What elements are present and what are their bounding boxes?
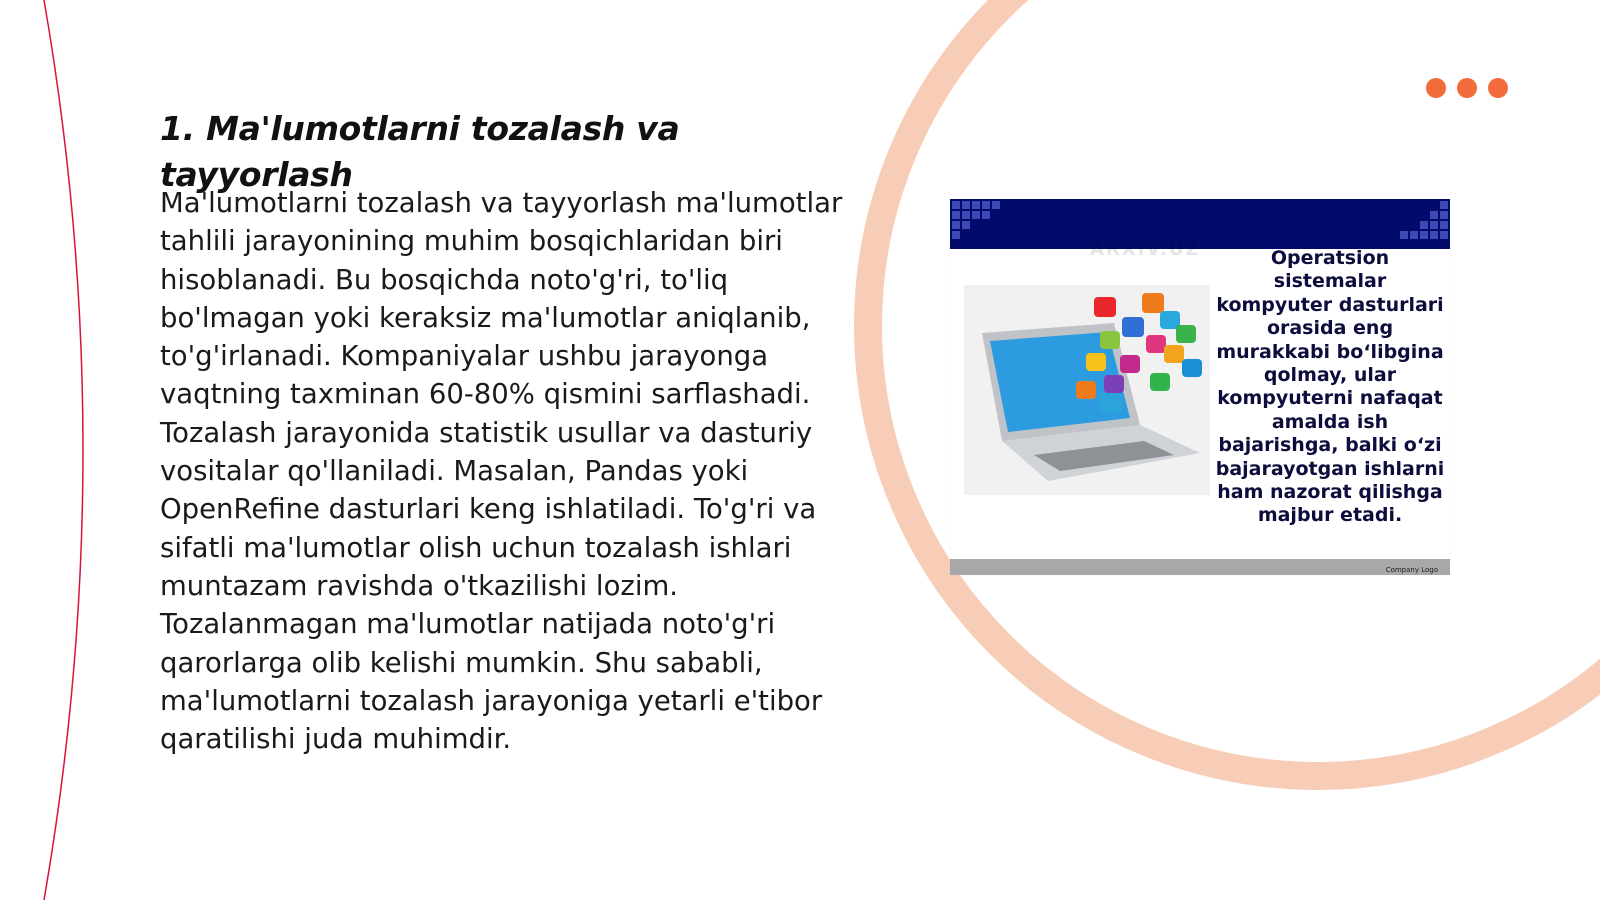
slide-caption: Operatsion sistemalar kompyuter dasturlari orasida eng murakkabi bo‘libgina qolmay, ular kompyuterni nafaqat amalda ish bajarishga, balki o‘zi bajarayotgan ishlarni ham nazorat qilishga majbur etadi. (1215, 247, 1445, 527)
watermark: ARXIV.UZ (1090, 239, 1201, 260)
menu-dot (1488, 78, 1508, 98)
more-menu-icon[interactable] (1426, 78, 1508, 98)
page-title: 1. Ma'lumotlarni tozalash va tayyorlash (160, 109, 680, 194)
left-curve (44, 0, 83, 900)
body-paragraph: Ma'lumotlarni tozalash va tayyorlash ma'lumotlar tahlili jarayonining muhim bosqichlaridan biri hisoblanadi. Bu bosqichda noto'g'ri, to'liq bo'lmagan yoki keraksiz ma'lumotlar aniqlanib, to'g'irlanadi. Kompaniyalar ushbu jarayonga vaqtning taxminan 60-80% qismini sarflashadi. Tozalash jarayonida statistik usullar va dasturiy vositalar qo'llaniladi. Masalan, Pandas yoki OpenRefine dasturlari keng ishlatiladi. To'g'ri va sifatli ma'lumotlar olish uchun tozalash ishlari muntazam ravishda o'tkazilishi lozim. Tozalanmagan ma'lumotlar natijada noto'g'ri qarorlarga olib kelishi mumkin. Shu sababli, ma'lumotlarni tozalash jarayoniga yetarli e'tibor qaratilishi juda muhimdir. (160, 187, 843, 756)
slide-footer-bar (950, 559, 1450, 575)
menu-dot (1457, 78, 1477, 98)
menu-dot (1426, 78, 1446, 98)
slide-image (950, 199, 1450, 575)
company-logo: Company Logo (1385, 566, 1438, 574)
laptop-with-app-icons (964, 285, 1210, 495)
